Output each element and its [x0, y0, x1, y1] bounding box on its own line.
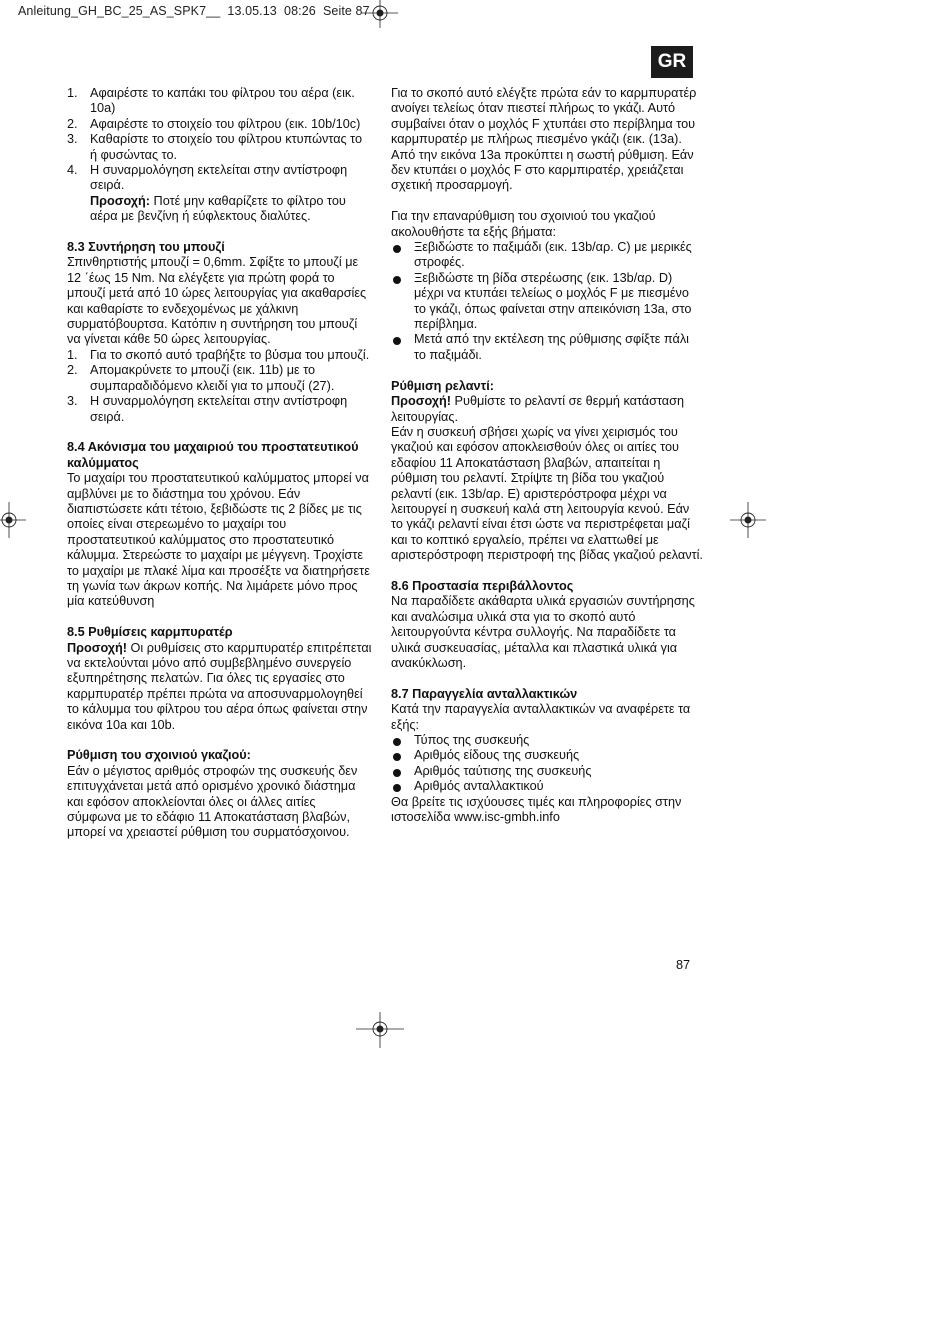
- list-text: Αριθμός ταύτισης της συσκευής: [414, 763, 592, 778]
- bullet-icon: [393, 769, 401, 777]
- section-8-5-text: [67, 641, 372, 733]
- list-text: Ξεβιδώστε το παξιμάδι (εικ. 13b/αρ. C) με μερικές στροφές.: [414, 240, 692, 270]
- left-column: [67, 86, 372, 841]
- list-item: [67, 363, 372, 394]
- bullet-icon: [393, 753, 401, 761]
- bullet-icon: [393, 738, 401, 746]
- header-time: 08:26: [284, 4, 316, 18]
- idle-title: Ρύθμιση ρελαντί:: [391, 378, 494, 393]
- list-text: Αριθμός ανταλλακτικού: [414, 779, 544, 794]
- section-8-7-title: 8.7 Παραγγελία ανταλλακτικών: [391, 686, 578, 701]
- warning-text: Ποτέ μην καθαρίζετε το φίλτρο του αέρα με βενζίνη ή εύφλεκτους διαλύτες.: [90, 193, 346, 224]
- list-item: [67, 117, 372, 132]
- list-item: [67, 86, 372, 117]
- right-column: [391, 86, 703, 825]
- warning-text: Ρυθμίστε το ρελαντί σε θερμή κατάσταση λειτουργίας.: [391, 394, 685, 424]
- list-text: Αριθμός είδους της συσκευής: [414, 748, 580, 763]
- idle-text: Εάν η συσκευή σβήσει χωρίς να γίνει χειρισμός του γκαζιού και εφόσον αποκλεισθούν όλες οι αιτίες του εδαφίου 11 Αποκατάσταση βλαβών, απαιτείται η ρύθμιση του ρελαντί. Στρίψτε τη βίδα του γκαζιού ρελαντί (εικ. 13b/αρ. E) αριστερόστροφα μέχρι να λειτουργεί η συσκευή καλά στη λειτουργία κενού. Εάν το γκάζι ρελαντί είναι έτσι ώστε να περιστρέφεται μαζί και το κοπτικό εργαλείο, πρέπει να ελαττωθεί με αριστερόστροφη περιστροφή της βίδας γκαζιού ρελαντί.: [391, 424, 703, 563]
- list-text: Αφαιρέστε το καπάκι του φίλτρου του αέρα (εικ. 10a): [90, 86, 355, 116]
- bullet-icon: [393, 337, 401, 345]
- order-items-list: [391, 733, 703, 795]
- section-8-6-title: 8.6 Προστασία περιβάλλοντος: [391, 578, 574, 593]
- page-number: 87: [676, 958, 691, 972]
- language-badge: GR: [651, 46, 693, 78]
- section-8-4-title: 8.4 Ακόνισμα του μαχαιριού του προστατευτικού καλύμματος: [67, 440, 359, 470]
- list-item: [67, 348, 372, 363]
- list-item: [391, 748, 703, 763]
- header-filename: Anleitung_GH_BC_25_AS_SPK7__: [18, 4, 221, 18]
- list-text: Τύπος της συσκευής: [414, 733, 530, 747]
- list-item: [67, 163, 372, 225]
- list-number: 4.: [67, 163, 78, 178]
- list-text: Καθαρίστε το στοιχείο του φίλτρου κτυπώντας το ή φυσώντας το.: [90, 132, 363, 162]
- list-item: [67, 394, 372, 425]
- warning-label: Προσοχή!: [67, 640, 128, 655]
- list-number: 2.: [67, 363, 78, 378]
- warning-text: Οι ρυθμίσεις στο καρμπυρατέρ επιτρέπεται να εκτελούνται μόνο από συμβεβλημένο συνεργείο εξυπηρέτησης πελατών. Για όλες τις εργασίες στο καρμπυρατέρ πρέπει πρώτα να αποσυναρμολογηθεί το κάλυμμα του φίλτρου του αέρα όπως φαίνεται στην εικόνα 10a και 10b.: [67, 640, 372, 732]
- list-number: 3.: [67, 394, 78, 409]
- spark-plug-steps-list: [67, 348, 372, 425]
- header-page: Seite 87: [322, 4, 370, 18]
- registration-mark-top-icon: [362, 0, 398, 28]
- warning-label: Προσοχή!: [391, 394, 452, 409]
- list-text: Η συναρμολόγηση εκτελείται στην αντίστροφη σειρά.: [90, 394, 348, 424]
- filter-steps-list: [67, 86, 372, 225]
- warning-label: Προσοχή:: [90, 193, 151, 208]
- section-8-5-title: 8.5 Ρυθμίσεις καρμπυρατέρ: [67, 625, 233, 640]
- list-number: 1.: [67, 86, 78, 100]
- list-text: Η συναρμολόγηση εκτελείται στην αντίστροφη σειρά.: [90, 163, 348, 193]
- list-item: [391, 733, 703, 748]
- list-number: 3.: [67, 132, 78, 147]
- throttle-rope-title: Ρύθμιση του σχοινιού γκαζιού:: [67, 748, 251, 763]
- section-8-3-text: Σπινθηρτιστής μπουζί = 0,6mm. Σφίξτε το μπουζί με 12 ΄έως 15 Nm. Να ελέγξετε για πρώτη φορά το μπουζί μετά από 10 ώρες λειτουργίας για ακαθαρσίες και καθαρίστε το ενδεχομένως με χάλκινη συρματόβουρτσα. Κατόπιν η συντήρηση του μπουζί να γίνεται κάθε 50 ώρες λειτουργίας.: [67, 255, 367, 347]
- list-number: 1.: [67, 347, 78, 362]
- list-text: Μετά από την εκτέλεση της ρύθμισης σφίξτε πάλι το παξιμάδι.: [414, 332, 689, 362]
- list-item: [391, 779, 703, 794]
- idle-warning: [391, 394, 703, 425]
- throttle-rope-text: Εάν ο μέγιστος αριθμός στροφών της συσκευής δεν επιτυγχάνεται μετά από ορισμένο χρονικό διάστημα και εφόσον αποκλείονται όλες οι άλλες αιτίες σύμφωνα με το εδάφιο 11 Αποκατάσταση βλαβών, μπορεί να χρειαστεί ρύθμιση του συρματόσχοινου.: [67, 763, 358, 840]
- carburetor-check-text: Για το σκοπό αυτό ελέγξτε πρώτα εάν το καρμπυρατέρ ανοίγει τελείως όταν πιεστεί πλήρως το γκάζι. Αυτό συμβαίνει όταν ο μοχλός F χτυπάει στο περίβλημα του καρμπυρατέρ με πλήρως πιεσμένο γκάζι (εικ. (13a). Από την εικόνα 13a προκύπτει η σωστή ρύθμιση. Εάν δεν κτυπάει ο μοχλός F στο καρμπιρατέρ, χρειάζεται σχετική προσαρμογή.: [391, 86, 697, 193]
- readjust-steps-list: [391, 240, 703, 363]
- list-item: [391, 240, 703, 271]
- website-info: Θα βρείτε τις ισχύουσες τιμές και πληροφορίες στην ιστοσελίδα www.isc-gmbh.info: [391, 794, 682, 825]
- section-8-6-text: Να παραδίδετε ακάθαρτα υλικά εργασιών συντήρησης και αναλώσιμα υλικά στα για το σκοπό αυτό λειτουργούντα κέντρα συλλογής. Να παραδίδετε τα υλικά συσκευασίας, μέταλλα και πλαστικά υλικά για ανακύκλωση.: [391, 594, 695, 670]
- print-header: [18, 4, 370, 18]
- list-item: [391, 764, 703, 779]
- bullet-icon: [393, 784, 401, 792]
- list-item: [391, 332, 703, 363]
- header-date: 13.05.13: [227, 4, 277, 18]
- list-text: Ξεβιδώστε τη βίδα στερέωσης (εικ. 13b/αρ. D) μέχρι να κτυπάει τελείως ο μοχλός F με πιεσμένο το γκάζι, όπως φαίνεται στην απεικόνιση 13a, στο περίβλημα.: [414, 270, 692, 332]
- registration-mark-right-icon: [730, 502, 766, 538]
- list-item: [67, 132, 372, 163]
- registration-mark-left-icon: [0, 502, 26, 538]
- section-8-7-intro: Κατά την παραγγελία ανταλλακτικών να αναφέρετε τα εξής:: [391, 702, 691, 732]
- list-item: [391, 271, 703, 333]
- list-text: Αφαιρέστε το στοιχείο του φίλτρου (εικ. 10b/10c): [90, 116, 361, 131]
- bullet-icon: [393, 276, 401, 284]
- readjust-intro: Για την επαναρύθμιση του σχοινιού του γκαζιού ακολουθήστε τα εξής βήματα:: [391, 209, 656, 239]
- bullet-icon: [393, 245, 401, 253]
- list-text: Για το σκοπό αυτό τραβήξτε το βύσμα του μπουζί.: [90, 347, 370, 362]
- registration-mark-bottom-icon: [356, 1012, 404, 1048]
- section-8-4-text: Το μαχαίρι του προστατευτικού καλύμματος μπορεί να αμβλύνει με το διάστημα του χρόνου. Εάν διαπιστώσετε κάτι τέτοιο, ξεβιδώστε τις 2 βίδες με τις οποίες είναι στερεωμένο το μαχαίρι του προστατευτικού καλύμματος στο προστατευτικό κάλυμμα. Στερεώστε το μαχαίρι με μέγγενη. Τροχίστε το μαχαίρι με πλακέ λίμα και προσέξτε να διατηρήσετε τη γωνία των άκρων κοπής. Να λιμάρετε μόνο προς μία κατεύθυνση: [67, 471, 370, 609]
- list-number: 2.: [67, 116, 78, 131]
- list-text: Απομακρύνετε το μπουζί (εικ. 11b) με το συμπαραδιδόμενο κλειδί για το μπουζί (27).: [90, 363, 335, 393]
- section-8-3-title: 8.3 Συντήρηση του μπουζί: [67, 240, 225, 255]
